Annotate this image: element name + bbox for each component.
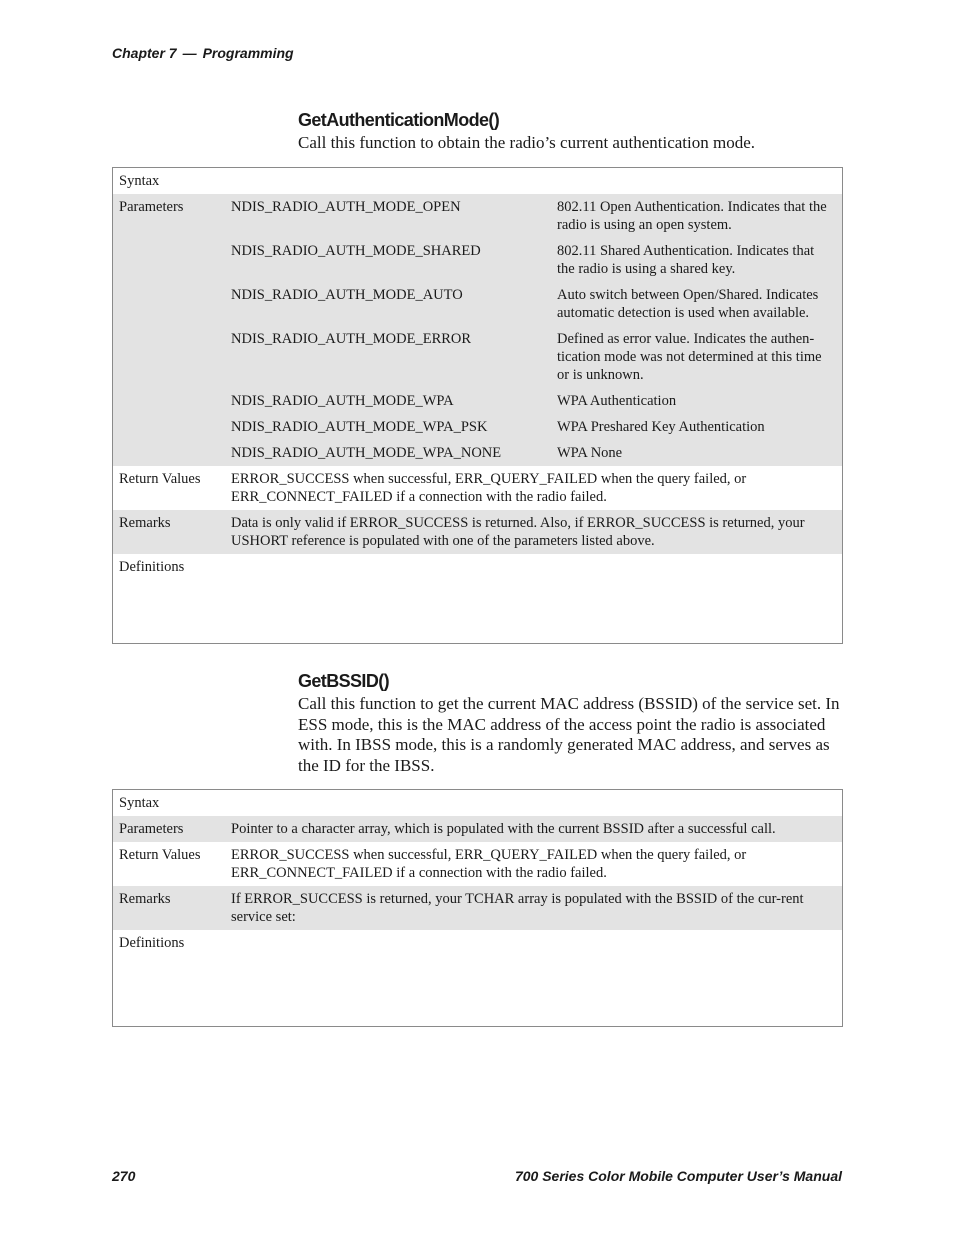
parameter-name: NDIS_RADIO_AUTH_MODE_WPA_NONE: [231, 445, 502, 461]
row-label: Definitions: [119, 559, 185, 575]
remarks-text: Data is only valid if ERROR_SUCCESS is returned. Also, if ERROR_SUCCESS is returned, your USHORT reference is populated with one of the parameters listed above.: [231, 515, 805, 549]
function-description: Call this function to get the current MAC address (BSSID) of the service set. In ESS mode, this is the MAC address of the access point the radio is associated with. In IBSS mode, this is a randomly generated MAC address, and serves as the ID for the IBSS.: [298, 694, 840, 775]
parameters-text: Pointer to a character array, which is populated with the current BSSID after a successful call.: [231, 821, 776, 837]
parameter-name: NDIS_RADIO_AUTH_MODE_AUTO: [231, 287, 463, 303]
parameter-item: [231, 242, 842, 278]
parameter-item: [231, 330, 842, 384]
return-values-text: ERROR_SUCCESS when successful, ERR_QUERY_FAILED when the query failed, or ERR_CONNECT_FAILED if a connection with the radio failed.: [231, 471, 747, 505]
remarks-row: [113, 886, 842, 930]
parameter-name: NDIS_RADIO_AUTH_MODE_WPA_PSK: [231, 419, 488, 435]
syntax-row: [113, 790, 842, 816]
parameter-item: [231, 286, 842, 322]
header-separator: —: [182, 45, 197, 61]
parameter-name: NDIS_RADIO_AUTH_MODE_SHARED: [231, 243, 481, 259]
parameter-list: [231, 198, 842, 462]
syntax-value: [231, 794, 842, 812]
parameter-description: 802.11 Open Authentication. Indicates that the radio is using an open system.: [557, 199, 827, 233]
return-values-row: [113, 842, 842, 886]
function-title: GetAuthenticationMode(): [298, 110, 500, 130]
syntax-value: [231, 172, 842, 190]
row-label: Remarks: [119, 515, 171, 531]
parameters-row: [113, 194, 842, 466]
function-table: [112, 789, 843, 1027]
row-label: Return Values: [119, 471, 201, 487]
syntax-row: [113, 168, 842, 194]
parameter-item: [231, 418, 842, 436]
page-number: 270: [112, 1168, 136, 1184]
remarks-row: [113, 510, 842, 554]
parameter-description: WPA Preshared Key Authentication: [557, 419, 765, 435]
row-label: Syntax: [119, 173, 160, 189]
parameter-item: [231, 198, 842, 234]
parameter-description: 802.11 Shared Authentication. Indicates that the radio is using a shared key.: [557, 243, 815, 277]
parameters-row: [113, 816, 842, 842]
row-label: Syntax: [119, 795, 160, 811]
remarks-text: If ERROR_SUCCESS is returned, your TCHAR array is populated with the BSSID of the cur-rent service set:: [231, 891, 804, 925]
parameter-name: NDIS_RADIO_AUTH_MODE_OPEN: [231, 199, 461, 215]
section-label: Programming: [202, 45, 294, 61]
parameter-description: Defined as error value. Indicates the authen-tication mode was not determined at this time or is unknown.: [557, 331, 822, 383]
parameter-description: WPA Authentication: [557, 393, 677, 409]
row-label: Remarks: [119, 891, 171, 907]
row-label: Parameters: [119, 199, 184, 215]
parameter-item: [231, 392, 842, 410]
row-label: Return Values: [119, 847, 201, 863]
definitions-value: [231, 934, 842, 1022]
parameter-item: [231, 444, 842, 462]
row-label: Parameters: [119, 821, 184, 837]
definitions-value: [231, 558, 842, 639]
parameter-name: NDIS_RADIO_AUTH_MODE_WPA: [231, 393, 454, 409]
return-values-row: [113, 466, 842, 510]
function-title: GetBSSID(): [298, 671, 390, 691]
manual-title: 700 Series Color Mobile Computer User’s Manual: [514, 1168, 842, 1184]
return-values-text: ERROR_SUCCESS when successful, ERR_QUERY_FAILED when the query failed, or ERR_CONNECT_FAILED if a connection with the radio failed.: [231, 847, 747, 881]
parameter-name: NDIS_RADIO_AUTH_MODE_ERROR: [231, 331, 472, 347]
parameter-description: Auto switch between Open/Shared. Indicates automatic detection is used when available.: [557, 287, 819, 321]
function-table: [112, 167, 843, 644]
parameter-description: WPA None: [557, 445, 623, 461]
function-description: Call this function to obtain the radio’s current authentication mode.: [298, 133, 755, 152]
definitions-row: [113, 930, 842, 1026]
chapter-label: Chapter 7: [112, 45, 177, 61]
row-label: Definitions: [119, 935, 185, 951]
running-header: [112, 45, 294, 61]
definitions-row: [113, 554, 842, 643]
